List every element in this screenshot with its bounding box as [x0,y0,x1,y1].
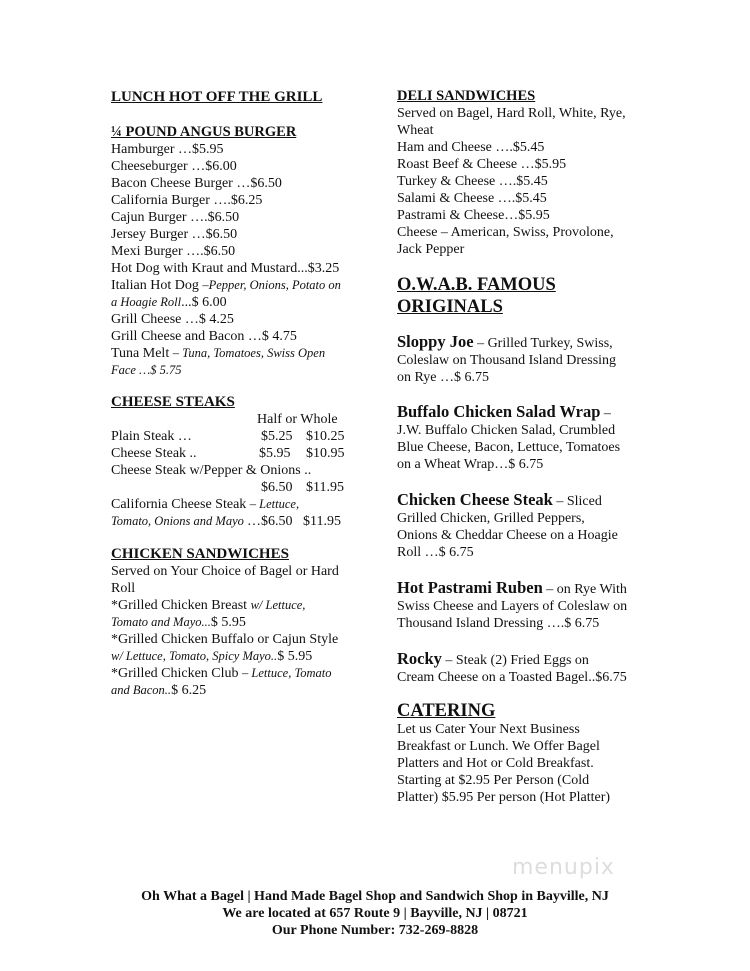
left-column [111,89,341,379]
whole-price: $11.95 [306,480,344,495]
item-desc: on a Wheat Wrap…$ 6.75 [397,457,544,472]
catering-line: Breakfast or Lunch. We Offer Bagel [397,739,600,754]
item-first-line [397,491,618,510]
item-desc: w/ Lettuce, Tomato, Spicy Mayo.. [111,649,278,663]
item-desc: – [600,406,611,421]
catering-line: Starting at $2.95 Per Person (Cold [397,773,590,788]
menu-item [111,428,371,445]
menu-item [111,597,339,614]
item-price: $ 5.95 [210,615,246,630]
menu-item-cont [111,648,339,665]
item-name: *Grilled Chicken Buffalo or Cajun Style [111,632,339,647]
original-item-hot-pastrami [397,579,627,632]
item-desc: and Bacon.. [111,683,172,697]
item-desc: Grilled Chicken, Grilled Peppers, [397,511,585,526]
item-desc: Coleslaw on Thousand Island Dressing [397,353,617,368]
menu-item-italian-cont [111,294,341,311]
item-desc: w/ Lettuce, [250,598,306,612]
item-name: *Grilled Chicken Club [111,666,243,681]
item-desc: – on Rye With [542,582,627,597]
half-whole-header: Half or Whole [257,412,338,427]
footer-phone: Our Phone Number: 732-269-8828 [271,923,479,938]
menu-item-cont [111,513,371,530]
item-name: Cheese Steak w/Pepper & Onions .. [111,463,312,478]
item-name: Italian Hot Dog [111,278,203,293]
item-first-line [397,650,627,669]
deli-line: Roast Beef & Cheese …$5.95 [397,157,567,172]
deli-line: Jack Pepper [397,242,465,257]
whole-price: $11.95 [303,514,341,529]
item-desc: Tomato and Mayo... [111,615,211,629]
menu-item: Hot Dog with Kraut and Mustard...$3.25 [111,261,340,276]
original-item-rocky [397,650,627,686]
lunch-title: LUNCH HOT OFF THE GRILL [111,89,323,105]
half-price: $5.25 [261,429,293,444]
deli-heading: DELI SANDWICHES [397,88,536,104]
menu-item: Bacon Cheese Burger …$6.50 [111,176,282,191]
originals-heading: O.W.A.B. FAMOUS [397,275,556,295]
footer-address: We are located at 657 Route 9 | Bayville, NJ | 08721 [222,906,528,921]
item-desc: Onions & Cheddar Cheese on a Hoagie [397,528,618,543]
catering-line: Platter) $5.95 Per person (Hot Platter) [397,790,611,805]
item-name: Hot Pastrami Ruben [397,578,543,597]
menu-item [111,496,371,513]
burger-heading: ¼ POUND ANGUS BURGER [111,124,297,140]
item-desc: – Lettuce, [249,497,300,511]
cheese-steaks-heading: CHEESE STEAKS [111,394,235,410]
catering-heading: CATERING [397,701,496,721]
item-desc: on Rye …$ 6.75 [397,370,489,385]
item-desc: J.W. Buffalo Chicken Salad, Crumbled [397,423,616,438]
chicken-section [111,546,339,699]
menu-item-cont [111,614,339,631]
footer [0,888,750,939]
half-price: …$6.50 [247,514,293,529]
item-name: Chicken Cheese Steak [397,490,553,509]
originals-section [397,274,556,318]
item-desc: Tomato, Onions and Mayo [111,514,248,528]
deli-line: Ham and Cheese ….$5.45 [397,140,545,155]
item-name: Buffalo Chicken Salad Wrap [397,402,601,421]
deli-line: Cheese – American, Swiss, Provolone, [397,225,614,240]
item-first-line [397,403,620,422]
item-desc: –Pepper, Onions, Potato on [202,278,341,292]
menu-item-prices [111,479,371,496]
item-desc: a Hoagie Roll [111,295,182,309]
menu-item: Grill Cheese …$ 4.25 [111,312,234,327]
deli-line: Pastrami & Cheese…$5.95 [397,208,550,223]
item-desc: Thousand Island Dressing ….$ 6.75 [397,616,600,631]
deli-line: Wheat [397,123,434,138]
menu-item [111,665,339,682]
item-desc: Cream Cheese on a Toasted Bagel..$6.75 [397,670,627,685]
menu-item-italian-hot-dog [111,277,341,294]
menu-item: California Burger ….$6.25 [111,193,263,208]
original-item-sloppy-joe [397,333,616,386]
item-desc: – Steak (2) Fried Eggs on [441,653,589,668]
original-item-chicken-cheese-steak [397,491,618,561]
menu-item: Grill Cheese and Bacon …$ 4.75 [111,329,297,344]
section-intro: Served on Your Choice of Bagel or Hard [111,564,339,579]
item-price: $ 6.25 [171,683,207,698]
half-price: $6.50 [261,480,293,495]
item-name: Plain Steak … [111,429,192,444]
deli-section [397,88,626,258]
catering-section [397,701,610,806]
menu-item [111,445,371,462]
item-name: Sloppy Joe [397,332,474,351]
whole-price: $10.25 [306,429,345,444]
item-desc: – Lettuce, Tomato [242,666,332,680]
item-desc: Roll …$ 6.75 [397,545,474,560]
catering-line: Let us Cater Your Next Business [397,722,580,737]
item-name: Cheese Steak .. [111,446,197,461]
section-intro: Roll [111,581,136,596]
cheese-steaks-section [111,394,371,530]
item-first-line [397,579,627,598]
originals-heading: ORIGINALS [397,297,503,317]
menu-item: Cheeseburger …$6.00 [111,159,237,174]
item-name: Tuna Melt [111,346,173,361]
item-name: Rocky [397,649,442,668]
item-first-line [397,333,616,352]
item-price: $ 5.95 [277,649,313,664]
item-desc: Blue Cheese, Bacon, Lettuce, Tomatoes [397,440,621,455]
item-desc: Face …$ 5.75 [111,363,182,377]
catering-line: Platters and Hot or Cold Breakfast. [397,756,594,771]
item-desc: – Tuna, Tomatoes, Swiss Open [172,346,326,360]
deli-line: Served on Bagel, Hard Roll, White, Rye, [397,106,626,121]
menu-item: Cajun Burger ….$6.50 [111,210,240,225]
whole-price: $10.95 [306,446,345,461]
menu-item-tuna-melt [111,345,341,362]
item-name: *Grilled Chicken Breast [111,598,251,613]
footer-shop-name: Oh What a Bagel | Hand Made Bagel Shop and Sandwich Shop in Bayville, NJ [141,889,609,904]
item-desc: – Sliced [552,494,602,509]
chicken-heading: CHICKEN SANDWICHES [111,546,289,562]
half-price: $5.95 [259,446,291,461]
deli-line: Turkey & Cheese ….$5.45 [397,174,548,189]
menu-item: Mexi Burger ….$6.50 [111,244,236,259]
item-desc: Swiss Cheese and Layers of Coleslaw on [397,599,628,614]
watermark: menupix [512,855,615,880]
deli-line: Salami & Cheese ….$5.45 [397,191,547,206]
item-desc: – Grilled Turkey, Swiss, [473,336,613,351]
menu-item-cont [111,682,339,699]
menu-item: Hamburger …$5.95 [111,142,224,157]
menu-item: Jersey Burger …$6.50 [111,227,238,242]
item-name: California Cheese Steak [111,497,250,512]
item-price: ...$ 6.00 [181,295,227,310]
original-item-buffalo-wrap [397,403,620,473]
